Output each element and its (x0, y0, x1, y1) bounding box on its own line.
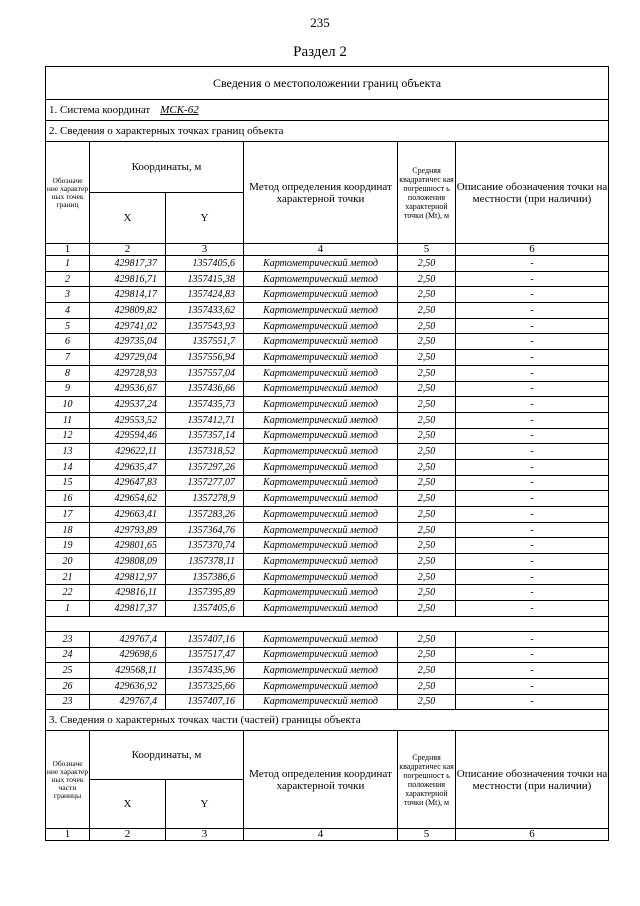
accuracy: 2,50 (398, 318, 456, 334)
point-id: 8 (46, 365, 90, 381)
coord-y: 1357435,73 (166, 397, 244, 413)
coord-y: 1357357,14 (166, 428, 244, 444)
method: Картометрический метод (244, 585, 398, 601)
coord-y: 1357395,89 (166, 585, 244, 601)
method: Картометрический метод (244, 663, 398, 679)
coord-x: 429536,67 (90, 381, 166, 397)
accuracy: 2,50 (398, 287, 456, 303)
col-num: 1 (46, 829, 90, 841)
header-accuracy-part: Средняя квадратичес кая погрешност ь положения характерной точки (Mt), м (398, 731, 456, 829)
coord-x: 429698,6 (90, 647, 166, 663)
part3-title: 3. Сведения о характерных точках части (частей) границы объекта (46, 710, 609, 731)
coord-system-value: МСК-62 (160, 103, 199, 116)
coord-x: 429647,83 (90, 475, 166, 491)
description: - (456, 318, 609, 334)
description: - (456, 631, 609, 647)
coord-x: 429594,46 (90, 428, 166, 444)
method: Картометрический метод (244, 631, 398, 647)
point-id: 1 (46, 601, 90, 617)
point-id: 6 (46, 334, 90, 350)
table-title: Сведения о местоположении границ объекта (46, 67, 609, 100)
coord-y: 1357405,6 (166, 601, 244, 617)
method: Картометрический метод (244, 569, 398, 585)
description: - (456, 647, 609, 663)
coord-x: 429553,52 (90, 412, 166, 428)
accuracy: 2,50 (398, 585, 456, 601)
table-row (46, 585, 609, 601)
point-id: 22 (46, 585, 90, 601)
table-row (46, 569, 609, 585)
coord-x: 429728,93 (90, 365, 166, 381)
table-row (46, 381, 609, 397)
description: - (456, 522, 609, 538)
coord-x: 429817,37 (90, 601, 166, 617)
coord-y: 1357318,52 (166, 444, 244, 460)
accuracy: 2,50 (398, 256, 456, 272)
description: - (456, 601, 609, 617)
description: - (456, 444, 609, 460)
method: Картометрический метод (244, 365, 398, 381)
description: - (456, 397, 609, 413)
coord-y: 1357370,74 (166, 538, 244, 554)
description: - (456, 459, 609, 475)
accuracy: 2,50 (398, 647, 456, 663)
coord-x: 429636,92 (90, 678, 166, 694)
description: - (456, 507, 609, 523)
coord-y: 1357415,38 (166, 271, 244, 287)
coord-y: 1357424,83 (166, 287, 244, 303)
method: Картометрический метод (244, 350, 398, 366)
coord-y: 1357436,66 (166, 381, 244, 397)
description: - (456, 271, 609, 287)
coord-y: 1357386,6 (166, 569, 244, 585)
accuracy: 2,50 (398, 365, 456, 381)
point-id: 23 (46, 631, 90, 647)
table-row (46, 538, 609, 554)
method: Картометрический метод (244, 318, 398, 334)
page-number: 235 (310, 15, 330, 30)
coord-x: 429537,24 (90, 397, 166, 413)
col-num: 1 (46, 244, 90, 256)
coord-x: 429809,82 (90, 303, 166, 319)
point-id: 19 (46, 538, 90, 554)
coord-y: 1357283,26 (166, 507, 244, 523)
accuracy: 2,50 (398, 569, 456, 585)
col-num: 2 (90, 829, 166, 841)
header-accuracy: Средняя квадратичес кая погрешност ь положения характерной точки (Mt), м (398, 142, 456, 244)
column-number-row-part (46, 829, 609, 841)
header-method-part: Метод определения координат характерной точки (244, 731, 398, 829)
header-coords-part: Координаты, м (90, 731, 244, 780)
header-point-label: Обозначе ние характер ных точек границ (46, 142, 90, 244)
point-id: 16 (46, 491, 90, 507)
point-id: 12 (46, 428, 90, 444)
description: - (456, 678, 609, 694)
coord-y: 1357517,47 (166, 647, 244, 663)
description: - (456, 412, 609, 428)
method: Картометрический метод (244, 303, 398, 319)
blank-separator-row (46, 616, 609, 631)
table-row (46, 459, 609, 475)
col-num: 6 (456, 829, 609, 841)
header-y-part: Y (166, 780, 244, 829)
point-id: 7 (46, 350, 90, 366)
accuracy: 2,50 (398, 475, 456, 491)
method: Картометрический метод (244, 647, 398, 663)
boundary-table (45, 66, 609, 841)
coord-y: 1357277,07 (166, 475, 244, 491)
table-row (46, 287, 609, 303)
accuracy: 2,50 (398, 428, 456, 444)
coord-y: 1357556,94 (166, 350, 244, 366)
method: Картометрический метод (244, 287, 398, 303)
description: - (456, 585, 609, 601)
accuracy: 2,50 (398, 631, 456, 647)
boundary-table-wrapper (45, 66, 608, 841)
accuracy: 2,50 (398, 412, 456, 428)
table-row (46, 507, 609, 523)
table-row (46, 647, 609, 663)
table-row (46, 397, 609, 413)
table-row (46, 365, 609, 381)
coord-x: 429735,04 (90, 334, 166, 350)
method: Картометрический метод (244, 554, 398, 570)
coord-system-row (46, 100, 609, 121)
accuracy: 2,50 (398, 271, 456, 287)
method: Картометрический метод (244, 678, 398, 694)
method: Картометрический метод (244, 256, 398, 272)
coord-x: 429622,11 (90, 444, 166, 460)
method: Картометрический метод (244, 459, 398, 475)
method: Картометрический метод (244, 694, 398, 710)
coord-x: 429812,97 (90, 569, 166, 585)
point-id: 2 (46, 271, 90, 287)
point-id: 10 (46, 397, 90, 413)
point-id: 23 (46, 694, 90, 710)
col-num: 2 (90, 244, 166, 256)
method: Картометрический метод (244, 397, 398, 413)
coord-x: 429635,47 (90, 459, 166, 475)
point-id: 4 (46, 303, 90, 319)
col-num: 5 (398, 244, 456, 256)
table-row (46, 334, 609, 350)
accuracy: 2,50 (398, 334, 456, 350)
description: - (456, 475, 609, 491)
part2-title: 2. Сведения о характерных точках границ объекта (46, 121, 609, 142)
method: Картометрический метод (244, 491, 398, 507)
method: Картометрический метод (244, 444, 398, 460)
col-num: 6 (456, 244, 609, 256)
method: Картометрический метод (244, 601, 398, 617)
coord-y: 1357433,62 (166, 303, 244, 319)
table-row (46, 475, 609, 491)
header-coords: Координаты, м (90, 142, 244, 193)
coord-y: 1357278,9 (166, 491, 244, 507)
header-point-label-part: Обозначе ние характер ных точек части границы (46, 731, 90, 829)
coord-x: 429741,02 (90, 318, 166, 334)
col-num: 3 (166, 244, 244, 256)
table-row (46, 554, 609, 570)
accuracy: 2,50 (398, 554, 456, 570)
coord-x: 429817,37 (90, 256, 166, 272)
table-row (46, 678, 609, 694)
table-row (46, 631, 609, 647)
point-id: 21 (46, 569, 90, 585)
coord-y: 1357412,71 (166, 412, 244, 428)
table-row (46, 694, 609, 710)
method: Картометрический метод (244, 428, 398, 444)
coord-x: 429568,11 (90, 663, 166, 679)
coord-y: 1357407,16 (166, 631, 244, 647)
point-id: 3 (46, 287, 90, 303)
coord-x: 429654,62 (90, 491, 166, 507)
accuracy: 2,50 (398, 507, 456, 523)
coord-x: 429814,17 (90, 287, 166, 303)
point-id: 24 (46, 647, 90, 663)
method: Картометрический метод (244, 475, 398, 491)
table-row (46, 318, 609, 334)
coord-x: 429767,4 (90, 631, 166, 647)
description: - (456, 334, 609, 350)
point-id: 14 (46, 459, 90, 475)
description: - (456, 256, 609, 272)
coord-x: 429767,4 (90, 694, 166, 710)
table-row (46, 256, 609, 272)
method: Картометрический метод (244, 412, 398, 428)
description: - (456, 350, 609, 366)
accuracy: 2,50 (398, 694, 456, 710)
description: - (456, 694, 609, 710)
accuracy: 2,50 (398, 459, 456, 475)
header-y: Y (166, 193, 244, 244)
point-id: 9 (46, 381, 90, 397)
table-row (46, 601, 609, 617)
table-row (46, 271, 609, 287)
table-row (46, 428, 609, 444)
header-x-part: X (90, 780, 166, 829)
accuracy: 2,50 (398, 491, 456, 507)
accuracy: 2,50 (398, 678, 456, 694)
coord-y: 1357551,7 (166, 334, 244, 350)
description: - (456, 287, 609, 303)
description: - (456, 381, 609, 397)
table-row (46, 412, 609, 428)
table-row (46, 303, 609, 319)
accuracy: 2,50 (398, 601, 456, 617)
description: - (456, 663, 609, 679)
point-id: 25 (46, 663, 90, 679)
coord-y: 1357325,66 (166, 678, 244, 694)
method: Картометрический метод (244, 538, 398, 554)
description: - (456, 569, 609, 585)
point-id: 5 (46, 318, 90, 334)
accuracy: 2,50 (398, 350, 456, 366)
method: Картометрический метод (244, 522, 398, 538)
accuracy: 2,50 (398, 663, 456, 679)
point-id: 1 (46, 256, 90, 272)
description: - (456, 554, 609, 570)
header-x: X (90, 193, 166, 244)
description: - (456, 538, 609, 554)
coord-y: 1357297,26 (166, 459, 244, 475)
table-row (46, 350, 609, 366)
coord-y: 1357378,11 (166, 554, 244, 570)
col-num: 3 (166, 829, 244, 841)
method: Картометрический метод (244, 271, 398, 287)
coord-y: 1357557,04 (166, 365, 244, 381)
col-num: 4 (244, 244, 398, 256)
table-row (46, 522, 609, 538)
point-id: 20 (46, 554, 90, 570)
coord-x: 429663,41 (90, 507, 166, 523)
header-description-part: Описание обозначения точки на местности (при наличии) (456, 731, 609, 829)
coord-y: 1357543,93 (166, 318, 244, 334)
description: - (456, 365, 609, 381)
description: - (456, 428, 609, 444)
point-id: 18 (46, 522, 90, 538)
coord-x: 429729,04 (90, 350, 166, 366)
section-title: Раздел 2 (293, 44, 347, 60)
point-id: 11 (46, 412, 90, 428)
coord-y: 1357405,6 (166, 256, 244, 272)
coord-x: 429816,71 (90, 271, 166, 287)
header-method: Метод определения координат характерной точки (244, 142, 398, 244)
col-num: 4 (244, 829, 398, 841)
coord-y: 1357435,96 (166, 663, 244, 679)
table-row (46, 491, 609, 507)
accuracy: 2,50 (398, 522, 456, 538)
point-id: 15 (46, 475, 90, 491)
accuracy: 2,50 (398, 381, 456, 397)
coord-x: 429801,65 (90, 538, 166, 554)
method: Картометрический метод (244, 334, 398, 350)
method: Картометрический метод (244, 507, 398, 523)
coord-x: 429816,11 (90, 585, 166, 601)
header-description: Описание обозначения точки на местности (при наличии) (456, 142, 609, 244)
accuracy: 2,50 (398, 444, 456, 460)
accuracy: 2,50 (398, 538, 456, 554)
description: - (456, 303, 609, 319)
point-id: 13 (46, 444, 90, 460)
coord-x: 429808,09 (90, 554, 166, 570)
coord-system-label: 1. Система координат (49, 103, 151, 116)
point-id: 17 (46, 507, 90, 523)
table-row (46, 663, 609, 679)
accuracy: 2,50 (398, 397, 456, 413)
point-id: 26 (46, 678, 90, 694)
coord-y: 1357407,16 (166, 694, 244, 710)
accuracy: 2,50 (398, 303, 456, 319)
coord-x: 429793,89 (90, 522, 166, 538)
method: Картометрический метод (244, 381, 398, 397)
table-row (46, 444, 609, 460)
description: - (456, 491, 609, 507)
column-number-row (46, 244, 609, 256)
coord-y: 1357364,76 (166, 522, 244, 538)
col-num: 5 (398, 829, 456, 841)
